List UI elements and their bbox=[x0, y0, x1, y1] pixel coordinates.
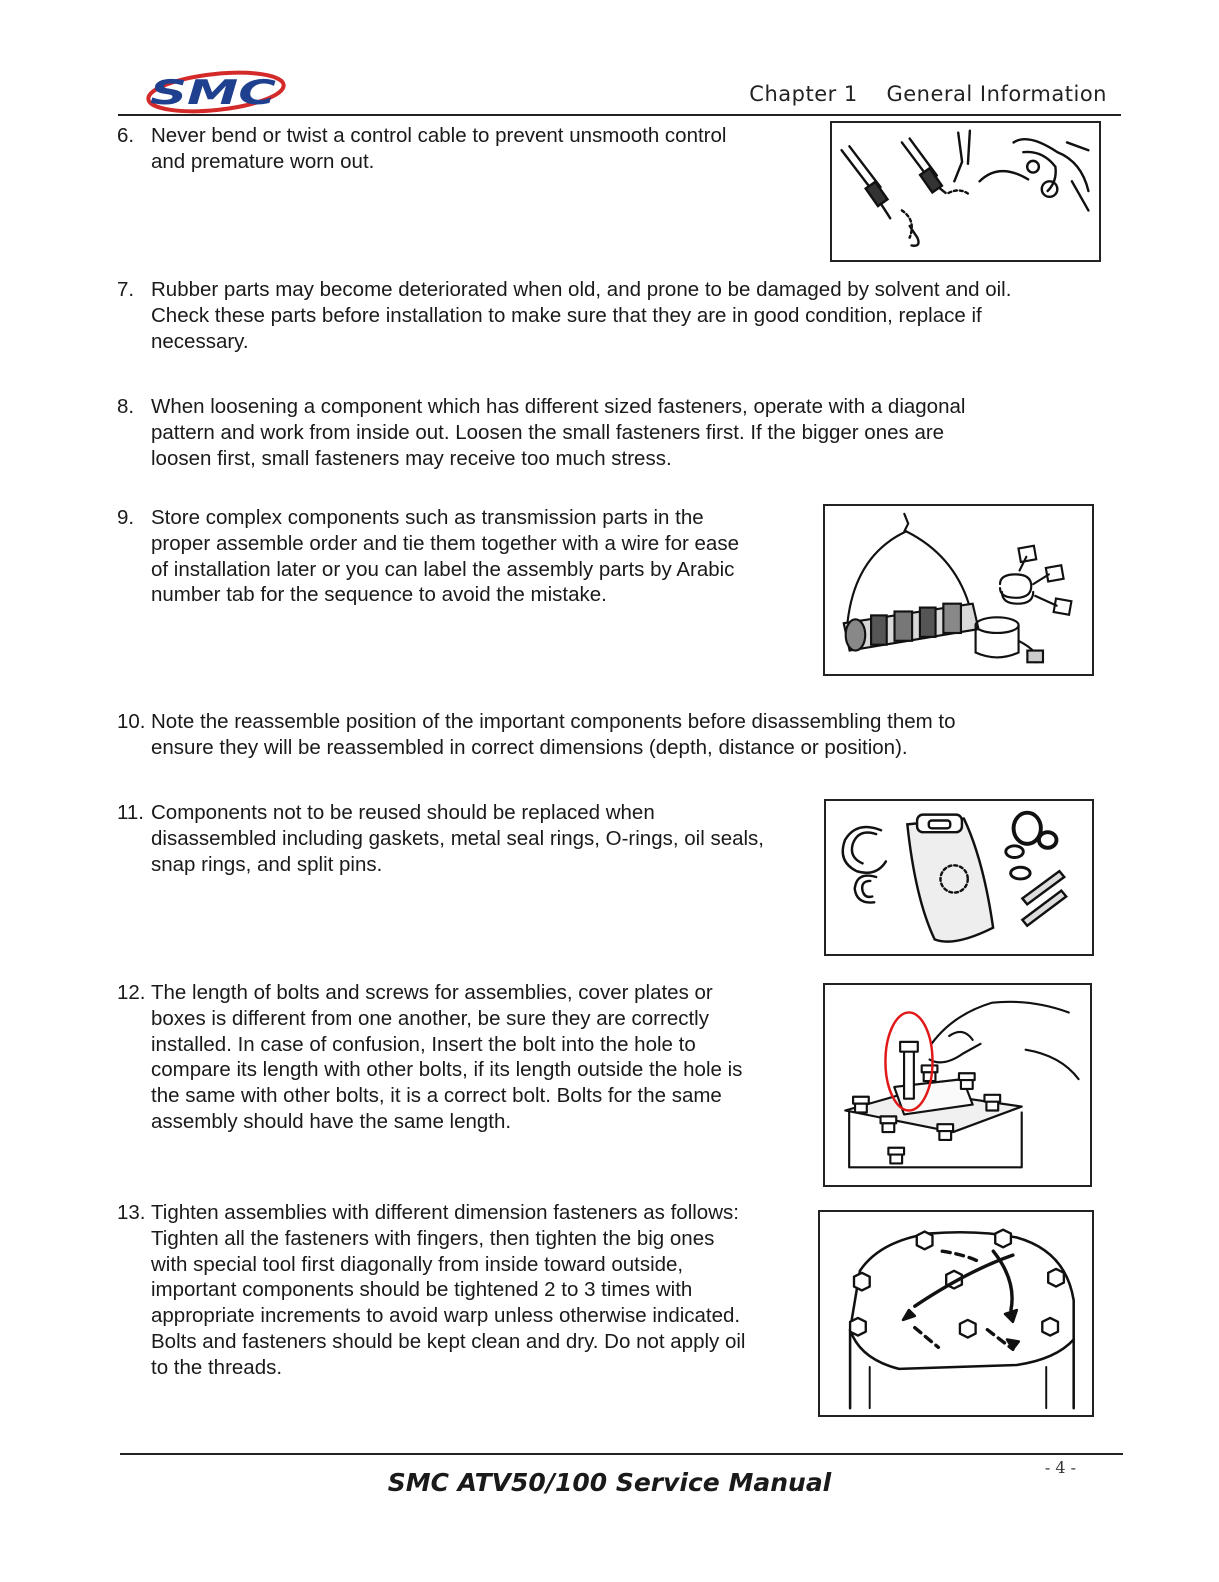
text-line: Check these parts before installation to make sure that they are in good condition, replace if bbox=[151, 303, 982, 327]
replacement-parts-illustration bbox=[824, 799, 1094, 956]
text-line: and premature worn out. bbox=[151, 149, 375, 173]
text-line: Note the reassemble position of the important components before disassembling them to bbox=[151, 710, 956, 733]
text-line: When loosening a component which has different sized fasteners, operate with a diagonal bbox=[151, 395, 966, 418]
item-number: 7. bbox=[117, 278, 135, 301]
item-text bbox=[151, 709, 956, 761]
text-line: proper assemble order and tie them together with a wire for ease bbox=[151, 531, 739, 555]
item-number: 12. bbox=[117, 981, 146, 1004]
page-number: - 4 - bbox=[1044, 1458, 1076, 1477]
header-divider bbox=[118, 114, 1121, 116]
text-line: disassembled including gaskets, metal seal rings, O-rings, oil seals, bbox=[151, 826, 764, 850]
item-text bbox=[151, 1200, 746, 1381]
smc-logo bbox=[138, 66, 288, 118]
text-line: important components should be tightened 2 to 3 times with bbox=[151, 1278, 693, 1302]
manual-title: SMC ATV50/100 Service Manual bbox=[387, 1468, 832, 1497]
item-text bbox=[151, 505, 739, 608]
text-line: pattern and work from inside out. Loosen the small fasteners first. If the bigger ones are bbox=[151, 420, 945, 444]
text-line: with special tool first diagonally from inside toward outside, bbox=[151, 1252, 684, 1276]
item-number: 6. bbox=[117, 124, 135, 147]
text-line: assembly should have the same length. bbox=[151, 1109, 512, 1133]
item-number: 9. bbox=[117, 506, 135, 529]
text-line: loosen first, small fasteners may receive too much stress. bbox=[151, 446, 672, 470]
control-cable-illustration bbox=[830, 121, 1101, 262]
chapter-heading: Chapter 1 General Information bbox=[749, 82, 1107, 106]
item-text bbox=[151, 123, 726, 175]
text-line: Tighten assemblies with different dimension fasteners as follows: bbox=[151, 1201, 739, 1224]
text-line: appropriate increments to avoid warp unless otherwise indicated. bbox=[151, 1304, 741, 1328]
text-line: of installation later or you can label the assembly parts by Arabic bbox=[151, 557, 735, 581]
text-line: installed. In case of confusion, Insert the bolt into the hole to bbox=[151, 1032, 696, 1056]
text-line: Bolts and fasteners should be kept clean and dry. Do not apply oil bbox=[151, 1329, 746, 1353]
tightening-sequence-illustration bbox=[818, 1210, 1094, 1417]
item-text bbox=[151, 980, 742, 1135]
footer-divider bbox=[120, 1453, 1123, 1455]
item-number: 10. bbox=[117, 710, 146, 733]
item-text bbox=[151, 277, 1011, 354]
text-line: Tighten all the fasteners with fingers, then tighten the big ones bbox=[151, 1226, 715, 1250]
text-line: Never bend or twist a control cable to prevent unsmooth control bbox=[151, 124, 727, 147]
item-text bbox=[151, 800, 764, 877]
text-line: snap rings, and split pins. bbox=[151, 852, 383, 876]
text-line: Store complex components such as transmission parts in the bbox=[151, 506, 704, 529]
text-line: boxes is different from one another, be sure they are correctly bbox=[151, 1006, 709, 1030]
item-text bbox=[151, 394, 965, 471]
item-number: 11. bbox=[117, 801, 144, 824]
logo-text: SMC bbox=[150, 73, 277, 113]
text-line: number tab for the sequence to avoid the mistake. bbox=[151, 583, 607, 607]
item-number: 8. bbox=[117, 395, 135, 418]
bolt-length-check-illustration bbox=[823, 983, 1092, 1187]
text-line: ensure they will be reassembled in correct dimensions (depth, distance or position). bbox=[151, 735, 908, 759]
text-line: necessary. bbox=[151, 329, 249, 353]
text-line: Rubber parts may become deteriorated when old, and prone to be damaged by solvent and oil. bbox=[151, 278, 1012, 301]
transmission-parts-illustration bbox=[823, 504, 1094, 676]
text-line: compare its length with other bolts, if its length outside the hole is bbox=[151, 1058, 743, 1082]
item-number: 13. bbox=[117, 1201, 146, 1224]
text-line: the same with other bolts, it is a correct bolt. Bolts for the same bbox=[151, 1084, 722, 1108]
text-line: The length of bolts and screws for assemblies, cover plates or bbox=[151, 981, 713, 1004]
text-line: Components not to be reused should be replaced when bbox=[151, 801, 655, 824]
text-line: to the threads. bbox=[151, 1355, 283, 1379]
